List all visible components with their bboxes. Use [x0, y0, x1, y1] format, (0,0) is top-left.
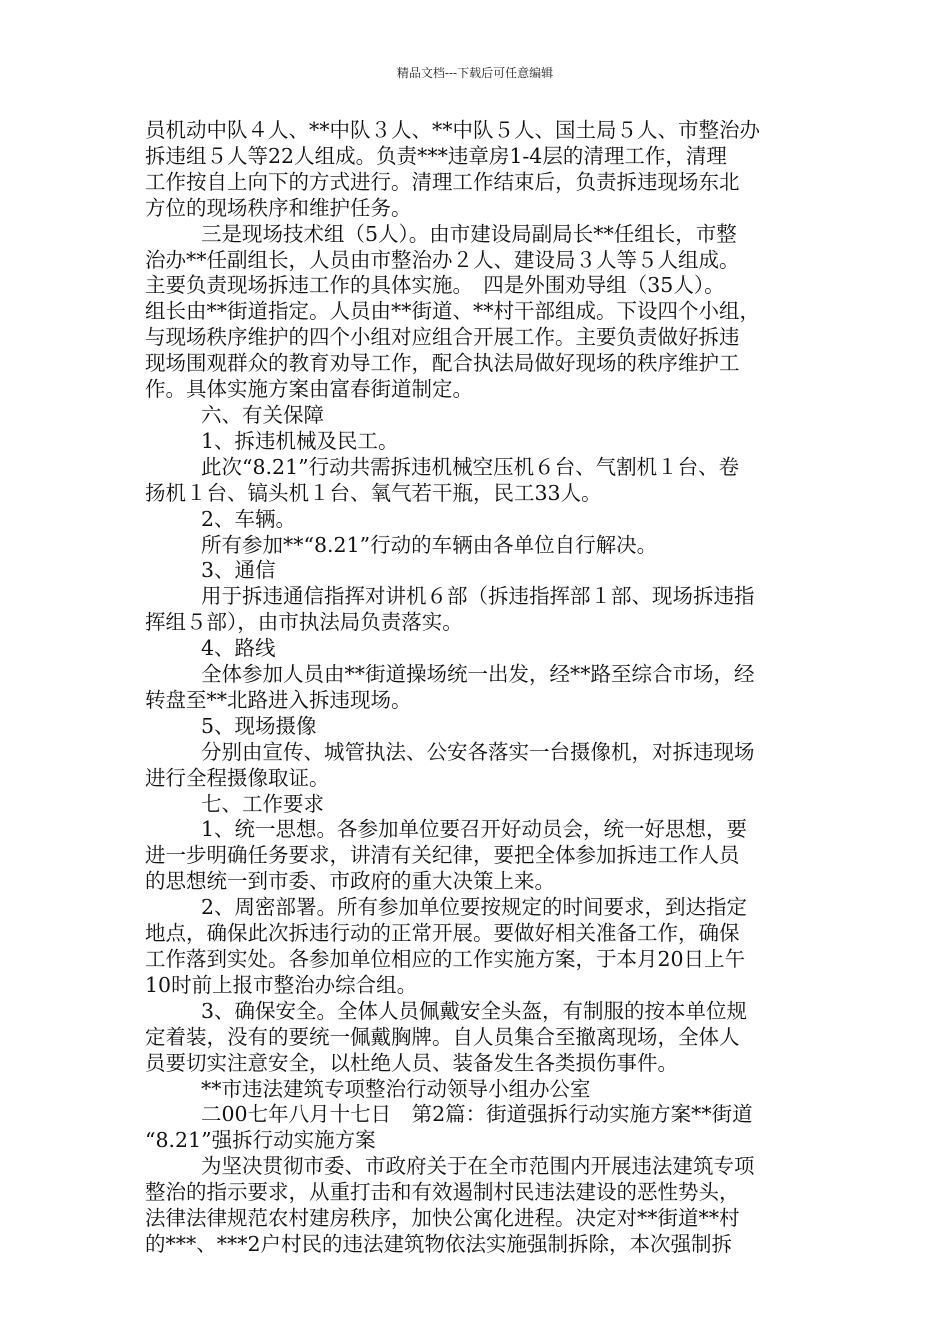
text-line: 组长由**街道指定。人员由**街道、**村干部组成。下设四个小组，	[145, 299, 760, 324]
text-line: 1、拆违机械及民工。	[201, 428, 399, 453]
text-line: 为坚决贯彻市委、市政府关于在全市范围内开展违法建筑专项	[201, 1154, 755, 1179]
text-line: “8.21”强拆行动实施方案	[145, 1128, 376, 1153]
page-header: 精品文档---下载后可任意编辑	[396, 66, 554, 80]
text-line: 定着装，没有的要统一佩戴胸牌。自人员集合至撤离现场，全体人	[145, 1024, 740, 1049]
text-line: 七、工作要求	[201, 791, 324, 816]
text-line: 现场围观群众的教育劝导工作，配合执法局做好现场的秩序维护工	[145, 351, 740, 376]
text-line: 作。具体实施方案由富春街道制定。	[145, 377, 473, 402]
text-line: 的***、***2户村民的违法建筑物依法实施强制拆除，本次强制拆	[145, 1231, 733, 1256]
text-line: 10时前上报市整治办综合组。	[145, 972, 418, 997]
text-line: 的思想统一到市委、市政府的重大决策上来。	[145, 869, 555, 894]
text-line: 进行全程摄像取证。	[145, 765, 330, 790]
text-line: 3、确保安全。全体人员佩戴安全头盔，有制服的按本单位规	[201, 998, 748, 1023]
text-line: 地点，确保此次拆违行动的正常开展。要做好相关准备工作，确保	[145, 921, 740, 946]
text-line: 拆违组５人等22人组成。负责***违章房1-4层的清理工作，清理	[145, 143, 727, 168]
document-body	[145, 118, 815, 1258]
text-line: 3、通信	[201, 558, 276, 583]
text-line: 工作落到实处。各参加单位相应的工作实施方案，于本月20日上午	[145, 947, 746, 971]
text-line: 三是现场技术组（5人）。由市建设局副局长**任组长，市整	[201, 221, 737, 246]
text-line: 进一步明确任务要求，讲清有关纪律，要把全体参加拆违工作人员	[145, 843, 740, 868]
text-line: 1、统一思想。各参加单位要召开好动员会，统一好思想，要	[201, 817, 748, 842]
text-line: 分别由宣传、城管执法、公安各落实一台摄像机，对拆违现场	[201, 739, 755, 764]
text-line: 全体参加人员由**街道操场统一出发，经**路至综合市场，经	[201, 662, 755, 687]
text-line: **市违法建筑专项整治行动领导小组办公室	[201, 1076, 591, 1101]
text-line: 挥组５部），由市执法局负责落实。	[145, 610, 463, 635]
text-line: 法律法律规范农村建房秩序，加快公寓化进程。决定对**街道**村	[145, 1206, 740, 1231]
text-line: 2、周密部署。所有参加单位要按规定的时间要求，到达指定	[201, 895, 748, 920]
text-line: 转盘至**北路进入拆违现场。	[145, 687, 412, 712]
text-line: 方位的现场秩序和维护任务。	[145, 195, 412, 220]
text-line: 2、车辆。	[201, 506, 297, 531]
text-line: 此次“8.21”行动共需拆违机械空压机６台、气割机１台、卷	[201, 454, 740, 479]
text-line: 员机动中队４人、**中队３人、**中队５人、国土局５人、市整治办	[145, 118, 760, 142]
text-line: 二00七年八月十七日 第2篇：街道强拆行动实施方案**街道	[201, 1102, 753, 1127]
text-line: 所有参加**“8.21”行动的车辆由各单位自行解决。	[201, 532, 658, 557]
text-line: 5、现场摄像	[201, 713, 317, 738]
text-line: 与现场秩序维护的四个小组对应组合开展工作。主要负责做好拆违	[145, 325, 740, 350]
text-line: 主要负责现场拆违工作的具体实施。 四是外围劝导组（35人）。	[145, 273, 725, 298]
text-line: 用于拆违通信指挥对讲机６部（拆违指挥部１部、现场拆违指	[201, 584, 755, 609]
text-line: 员要切实注意安全，以杜绝人员、装备发生各类损伤事件。	[145, 1050, 678, 1075]
text-line: 治办**任副组长，人员由市整治办２人、建设局３人等５人组成。	[145, 247, 740, 272]
text-line: 扬机１台、镐头机１台、氧气若干瓶，民工33人。	[145, 480, 602, 505]
text-line: 整治的指示要求，从重打击和有效遏制村民违法建设的恶性势头，	[145, 1180, 740, 1205]
text-line: 六、有关保障	[201, 402, 324, 427]
text-line: 工作按自上向下的方式进行。清理工作结束后，负责拆违现场东北	[145, 169, 740, 194]
text-line: 4、路线	[201, 636, 276, 661]
